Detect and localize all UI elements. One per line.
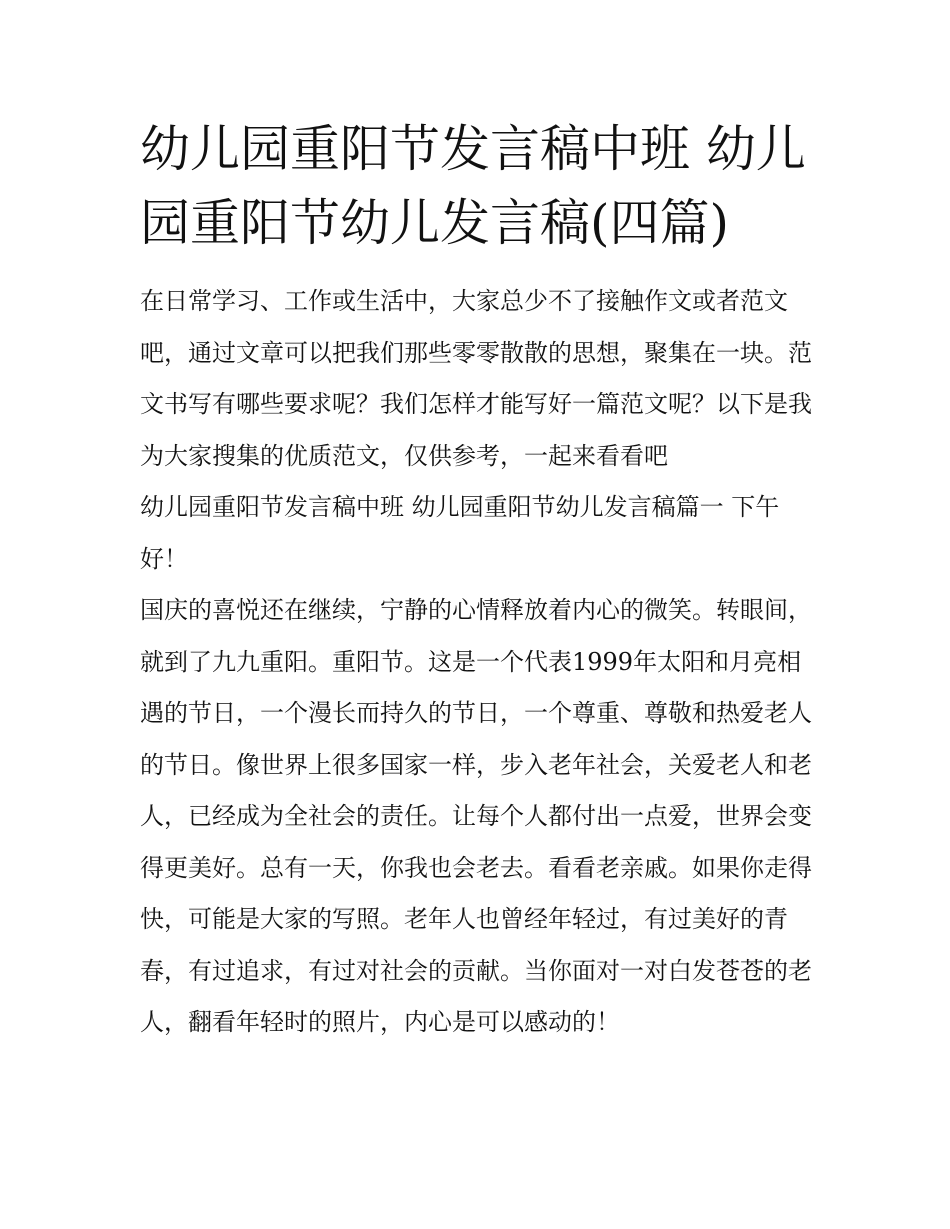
document-body [140,112,812,1049]
intro-paragraph: 在日常学习、工作或生活中，大家总少不了接触作文或者范文吧，通过文章可以把我们那些零零散散的思想，聚集在一块。范文书写有哪些要求呢？我们怎样才能写好一篇范文呢？以下是我为大家搜集的优质范文，仅供参考，一起来看看吧 [140,287,812,470]
document-title: 幼儿园重阳节发言稿中班 幼儿园重阳节幼儿发言稿(四篇) [140,120,806,252]
body-paragraph: 国庆的喜悦还在继续，宁静的心情释放着内心的微笑。转眼间，就到了九九重阳。重阳节。这是一个代表1999年太阳和月亮相遇的节日，一个漫长而持久的节日，一个尊重、尊敬和热爱老人的节日。像世界上很多国家一样，步入老年社会，关爱老人和老人，已经成为全社会的责任。让每个人都付出一点爱，世界会变得更美好。总有一天，你我也会老去。看看老亲戚。如果你走得快，可能是大家的写照。老年人也曾经年轻过，有过美好的青春，有过追求，有过对社会的贡献。当你面对一对白发苍苍的老人，翻看年轻时的照片，内心是可以感动的！ [140,596,812,1036]
section-heading-paragraph: 幼儿园重阳节发言稿中班 幼儿园重阳节幼儿发言稿篇一 下午好！ [140,493,780,573]
